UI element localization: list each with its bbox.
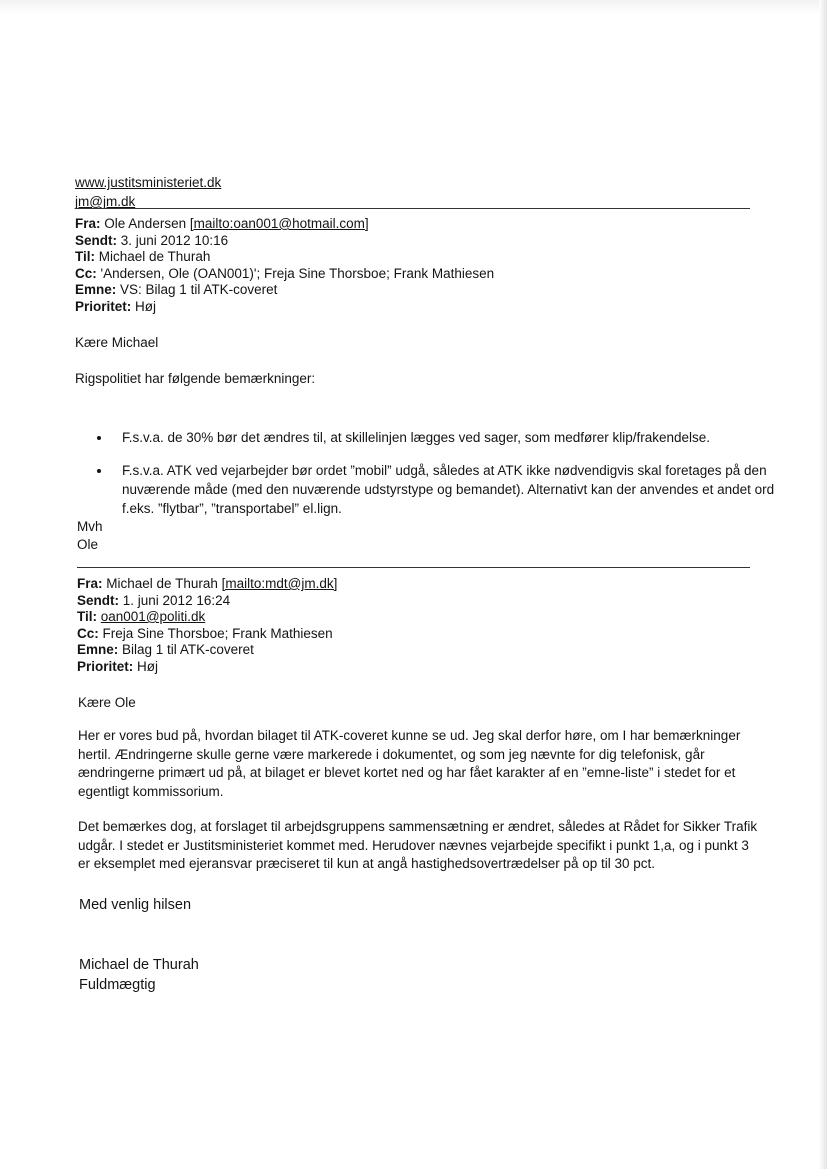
email1-closing: Mvh — [77, 519, 103, 534]
sent-value: 1. juni 2012 16:24 — [122, 592, 231, 608]
email1-intro: Rigspolitiet har følgende bemærkninger: — [75, 371, 316, 386]
sent-label: Sendt: — [77, 592, 119, 608]
bullet-item: • F.s.v.a. ATK ved vejarbejder bør ordet ”mobil” udgå, således at ATK ikke nødvendigvis skal foretages på den nuværende måde (med den nuværende udstyrstype og bemandet). Alternativt kan der anvendes et andet ord f.eks. ”flytbar”, ”transportabel” el.lign. — [112, 461, 792, 518]
email1-to-row — [75, 249, 210, 266]
email1-signature: Ole — [77, 537, 99, 552]
email2-greeting: Kære Ole — [78, 695, 136, 710]
sent-value: 3. juni 2012 10:16 — [120, 232, 229, 248]
subject-label: Emne: — [75, 282, 117, 297]
email1-subject-row — [75, 282, 277, 299]
from-mailto-link[interactable]: [mailto:oan001@hotmail.com] — [189, 216, 369, 231]
to-value: Michael de Thurah — [98, 249, 211, 264]
email2-priority-row — [77, 659, 158, 676]
subject-value: VS: Bilag 1 til ATK-coveret — [120, 282, 278, 297]
from-name: Michael de Thurah — [106, 576, 218, 591]
email1-bullet-list — [78, 428, 792, 532]
email1-priority-row — [75, 299, 156, 316]
email1-sent-row — [75, 233, 228, 250]
email2-to-row — [77, 609, 205, 626]
email2-paragraph-1: Her er vores bud på, hvordan bilaget til ATK-coveret kunne se ud. Jeg skal derfor høre, om I har bemærkninger hertil. Ændringerne skulle gerne være markerede i dokumentet, og som jeg nævnte for dig telefonisk, går ændringerne primært ud på, at bilaget er blevet kortet ned og har fået karakter af en ”emne-liste” i stedet for et egentligt kommissorium. — [78, 728, 741, 799]
email2-paragraph-2: Det bemærkes dog, at forslaget til arbejdsgruppens sammensætning er ændret, således at Rådet for Sikker Trafik udgår. I stedet er Justitsministeriet kommet med. Herudover nævnes vejarbejde specifikt i punkt 1,a, og i punkt 3 er eksemplet med ejeransvar præciseret til kun at angå hastighedsovertrædelser på op til 30 pct. — [78, 819, 758, 871]
scan-top-shadow — [0, 0, 827, 14]
priority-value: Høj — [137, 658, 159, 674]
email1-greeting: Kære Michael — [75, 335, 159, 350]
sent-label: Sendt: — [75, 232, 117, 248]
cc-label: Cc: — [75, 265, 97, 281]
website-link[interactable]: www.justitsministeriet.dk — [75, 175, 222, 190]
email2-closing: Med venlig hilsen — [79, 897, 192, 913]
email-link[interactable]: jm@jm.dk — [75, 194, 136, 209]
from-name: Ole Andersen — [104, 216, 187, 231]
email1-from-row — [75, 216, 369, 233]
priority-value: Høj — [135, 298, 157, 314]
priority-label: Prioritet: — [75, 298, 132, 314]
signature-name: Michael de Thurah — [79, 957, 199, 973]
email1-cc-row — [75, 266, 494, 283]
cc-value: Freja Sine Thorsboe; Frank Mathiesen — [102, 625, 333, 641]
bullet-item: • F.s.v.a. de 30% bør det ændres til, at skillelinjen lægges ved sager, som medfører klip/frakendelse. — [112, 428, 792, 447]
signature-title: Fuldmægtig — [79, 977, 156, 993]
separator-line — [75, 208, 750, 209]
separator-line — [77, 567, 750, 568]
to-label: Til: — [75, 249, 95, 264]
priority-label: Prioritet: — [77, 658, 134, 674]
to-email-link[interactable]: oan001@politi.dk — [100, 609, 206, 624]
email2-subject-row — [77, 642, 254, 659]
from-label: Fra: — [77, 576, 103, 591]
subject-label: Emne: — [77, 642, 119, 657]
cc-label: Cc: — [77, 625, 99, 641]
to-label: Til: — [77, 609, 97, 624]
scan-right-shadow — [819, 0, 827, 1169]
subject-value: Bilag 1 til ATK-coveret — [122, 642, 254, 657]
email2-cc-row — [77, 626, 333, 643]
email2-from-row — [77, 576, 337, 593]
from-mailto-link[interactable]: [mailto:mdt@jm.dk] — [221, 576, 338, 591]
email2-sent-row — [77, 593, 230, 610]
from-label: Fra: — [75, 216, 101, 231]
cc-value: 'Andersen, Ole (OAN001)'; Freja Sine Thorsboe; Frank Mathiesen — [100, 265, 495, 281]
